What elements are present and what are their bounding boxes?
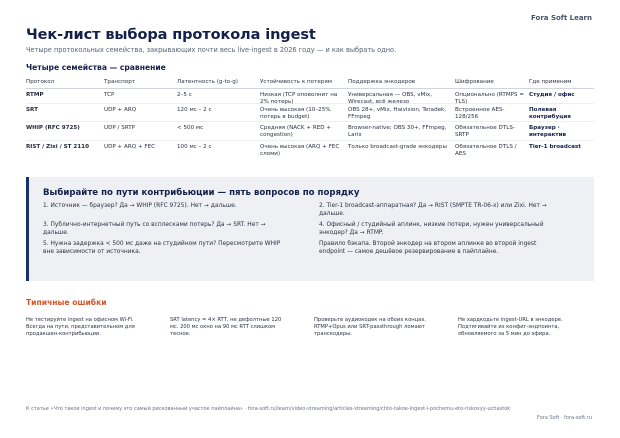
header-encoder-support: Поддержка энкодеров [348, 79, 416, 85]
cell-encoder-support: Только broadcast-grade энкодеры [348, 144, 447, 150]
comparison-title: Четыре семейства — сравнение [26, 63, 166, 72]
cell-latency: 100 мс – 2 с [177, 144, 212, 150]
cell-loss-resilience: Низкая (TCP оповолнит на 2% потерь) [260, 92, 338, 105]
page-title: Чек-лист выбора протокола ingest [26, 27, 316, 43]
header-protocol: Протокол [26, 79, 55, 85]
cell-latency: < 500 мс [177, 125, 204, 131]
header-latency: Латентность (g-to-g) [177, 79, 238, 85]
decision-step: 2. Tier-1 broadcast-аппаратная? Да → RIST (SMPTE TR-06-x) или Zixi. Нет → дальше. [319, 203, 547, 217]
mistake-item: Проверьте аудиокодек на обоих концах. RTMP+Opus или SRT-passthrough ломают транскодеры. [314, 317, 427, 337]
cell-transport: UDP + ARQ [104, 107, 137, 113]
table-row [26, 141, 594, 161]
cell-where-applicable: Браузер · интерактив [529, 125, 567, 138]
cell-loss-resilience: Очень высокая (ARQ + FEC сломи) [260, 144, 340, 157]
header-transport: Транспорт [104, 79, 136, 85]
cell-encoder-support: OBS 28+, vMix, Haivision, Teradek, FFmpeg [348, 107, 447, 120]
cell-transport: UDP / SRTP [104, 125, 136, 131]
decision-step: 1. Источник — браузер? Да → WHIP (RFC 9725). Нет → дальше. [43, 203, 237, 209]
mistake-item: SRT latency = 4× RTT, не дефолтные 120 мс. 200 мс окно на 90 мс RTT слишком тесное. [170, 317, 282, 337]
cell-protocol: RTMP [26, 92, 44, 98]
table-row [26, 122, 594, 141]
header-loss-resilience: Устойчивость к потерям [260, 79, 332, 85]
decision-step: 3. Публично-интернетный путь со всплесками потерь? Да → SRT. Нет → дальше. [43, 222, 266, 236]
cell-where-applicable: Студия / офис [529, 92, 575, 98]
cell-protocol: WHIP (RFC 9725) [26, 125, 80, 131]
cell-encryption: Обязательное DTLS / AES [455, 144, 517, 157]
cell-latency: 120 мс – 2 с [177, 107, 212, 113]
cell-protocol: RIST / Zixi / ST 2110 [26, 144, 89, 150]
decision-callout [26, 177, 594, 281]
cell-encryption: Опционально (RTMPS = TLS) [455, 92, 525, 105]
table-row [26, 104, 594, 122]
cell-protocol: SRT [26, 107, 38, 113]
mistake-item: Не тестируйте ingest на офисном Wi-Fi. Всегда на пути, представительном для продакшен-контрибьюции. [26, 317, 135, 337]
decision-step: 5. Нужна задержка < 500 мс даже на студийном пути? Пересмотрите WHIP вне зависимости от источника. [43, 241, 281, 255]
cell-encryption: Встроенное AES-128/256 [455, 107, 505, 120]
page-subtitle: Четыре протокольных семейства, закрывающих почти весь live-ingest в 2026 году — и как выбрать одно. [26, 46, 397, 54]
cell-where-applicable: Tier-1 broadcast [529, 144, 581, 150]
mistakes-title: Типичные ошибки [26, 298, 107, 307]
footer-brand: Fora Soft · fora-soft.ru [537, 415, 592, 421]
cell-loss-resilience: Средняя (NACK + RED + congestion) [260, 125, 332, 138]
table-row [26, 89, 594, 104]
cell-encoder-support: Универсальная — OBS, vMix, Wirecast, всё железо [348, 92, 432, 105]
footer-source: К статье «Что такое ingest и почему это самый рискованный участок пайплайна» · fora-soft.ru/learn/video-streaming/articles-streaming/chto-takoe-ingest-i-pochemu-eto-riskovyy-uchastok [26, 406, 511, 412]
cell-where-applicable: Полевая контрибуция [529, 107, 571, 120]
cell-transport: TCP [104, 92, 115, 98]
callout-title: Выбирайте по пути контрибьюции — пять вопросов по порядку [43, 188, 360, 198]
comparison-table [26, 77, 594, 161]
mistake-item: Не хардкодьте ingest-URL в энкодере. Подтягивайте из конфиг-эндпоинта, обновляемого за 5 мин до эфира. [458, 317, 563, 337]
cell-encoder-support: Browser-native; OBS 30+, FFmpeg, Larix [348, 125, 447, 138]
table-header [26, 77, 594, 89]
header-encryption: Шифрование [455, 79, 494, 85]
cell-loss-resilience: Очень высокая (10–25% потерь в budget) [260, 107, 331, 120]
decision-step: 4. Офисный / студийный аплинк, низкие потери, нужен универсальный энкодер? Да → RTMP. [319, 222, 544, 236]
backup-rule: Правило бэкапа. Второй энкодер на втором аплинке во второй ingest endpoint — самое дешёвое резервирование в пайплайне. [319, 241, 537, 255]
header-where-applicable: Где применим [529, 79, 572, 85]
cell-latency: 2–5 с [177, 92, 192, 98]
brand-label: Fora Soft Learn [531, 14, 592, 22]
cell-encryption: Обязательное DTLS-SRTP [455, 125, 515, 138]
cell-transport: UDP + ARQ + FEC [104, 144, 156, 150]
